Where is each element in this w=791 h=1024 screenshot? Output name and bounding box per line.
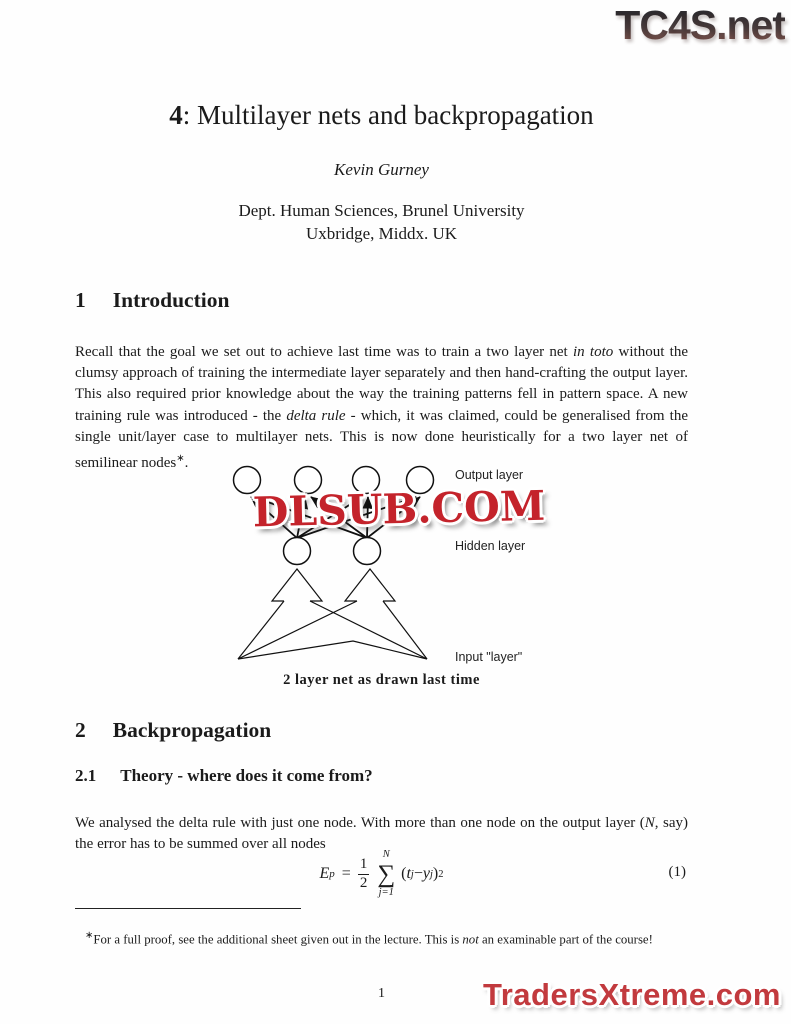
theory-text: , say) the error has to be summed over all nodes [75, 815, 688, 853]
eq-paren-close: ) [432, 865, 439, 882]
left-arrow-head [272, 569, 322, 601]
eq-frac-numerator: 1 [358, 856, 370, 874]
section-title: Backpropagation [112, 718, 272, 742]
sigma-symbol: ∑ [377, 860, 396, 888]
affiliation-line2: Uxbridge, Middx. UK [305, 224, 458, 243]
hidden-node [354, 538, 381, 565]
tradersxtreme-watermark-logo: TradersXtreme.com [483, 977, 781, 1012]
page-number: 1 [378, 986, 385, 1001]
subsection-title: Theory - where does it come from? [120, 766, 373, 785]
eq-minus: − [413, 865, 423, 882]
title-number: 4 [169, 100, 183, 130]
intro-italic-in-toto: in toto [573, 344, 614, 360]
eq-sum-lower-limit: j=1 [378, 886, 394, 898]
hidden-layer-label: Hidden layer [455, 539, 526, 553]
arrow-shaft [238, 601, 357, 659]
eq-sup-j: j [410, 868, 414, 880]
equation-error-sum [75, 843, 688, 905]
eq-sup-j: j [429, 868, 433, 880]
eq-E: E [319, 865, 330, 882]
intro-text: . [184, 455, 189, 472]
eq-fraction-half [358, 856, 370, 892]
eq-sup-2: 2 [438, 868, 444, 880]
dlsub-watermark-logo: DLSUB.COM [252, 481, 546, 537]
footnote-text: For a full proof, see the additional sheet given out in the lecture. This is [93, 932, 463, 947]
input-layer-label: Input "layer" [455, 650, 523, 664]
footnote-marker-ref: ∗ [176, 453, 185, 465]
intro-text: without the clumsy approach of training the intermediate layer separately and then hand-crafting the output layer. This also required prior knowledge about the way the training patterns fell in pattern space. A new training rule was introduced - the [75, 344, 688, 424]
arrow-bottom-edge [238, 641, 427, 659]
footnote-italic-not: not [462, 932, 479, 947]
section-number: 1 [75, 288, 86, 312]
figure-caption: 2 layer net as drawn last time [283, 672, 480, 688]
intro-paragraph [75, 342, 688, 474]
section-number: 2 [75, 718, 86, 742]
hidden-layer-nodes [284, 538, 381, 565]
subsection-heading-theory [75, 766, 688, 786]
eq-frac-denominator: 2 [359, 874, 368, 891]
output-layer-label: Output layer [455, 468, 524, 482]
intro-text: - which, it was claimed, could be generalised from the single unit/layer case to multilayer nets. This is now done heuristically for a two layer net of semilinear nodes [75, 407, 689, 472]
footnote-text: an examinable part of the course! [478, 932, 653, 947]
tc4s-watermark-logo: TC4S.net [615, 2, 785, 48]
author-name: Kevin Gurney [334, 160, 429, 179]
input-arrows [238, 569, 427, 659]
eq-sum-upper-limit: N [382, 848, 390, 860]
intro-italic-delta-rule: delta rule [286, 407, 346, 424]
equation-number: (1) [668, 864, 686, 880]
section-title: Introduction [112, 288, 230, 312]
hidden-node [284, 538, 311, 565]
subsection-number: 2.1 [75, 766, 97, 785]
footnote-marker: ∗ [85, 929, 94, 941]
equation-row [75, 843, 688, 905]
section-heading-introduction [75, 288, 688, 313]
title-text: : Multilayer nets and backpropagation [182, 100, 594, 130]
right-arrow-head [345, 569, 395, 601]
eq-summation [377, 849, 395, 899]
eq-equals: = [341, 865, 351, 882]
eq-paren-open: ( [401, 865, 407, 882]
theory-italic-N: N [644, 815, 655, 831]
section-heading-backpropagation [75, 718, 688, 743]
eq-var-y: y [422, 865, 430, 882]
arrow-shaft [238, 601, 284, 659]
page-title [75, 100, 688, 131]
affiliation-line1: Dept. Human Sciences, Brunel University [238, 201, 525, 220]
footnote [75, 925, 688, 950]
intro-text: Recall that the goal we set out to achieve last time was to train a two layer net [75, 344, 573, 360]
eq-var-t: t [406, 865, 411, 882]
theory-text: We analysed the delta rule with just one node. With more than one node on the output layer ( [75, 815, 645, 831]
footnote-rule [75, 908, 301, 909]
arrow-shaft [310, 601, 427, 659]
eq-sub-p: p [329, 868, 335, 880]
